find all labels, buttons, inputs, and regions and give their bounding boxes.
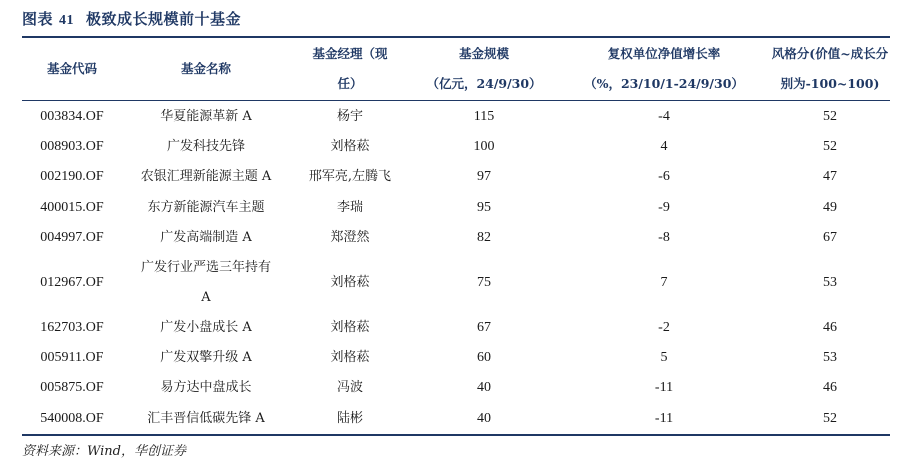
cell-fund-name: 华夏能源革新 A bbox=[160, 109, 252, 125]
cell-nav-growth: -6 bbox=[658, 169, 670, 185]
table-body bbox=[22, 102, 890, 434]
table-row bbox=[22, 343, 890, 373]
cell-fund-name: 农银汇理新能源主题 A bbox=[140, 169, 272, 185]
cell-fund-scale: 100 bbox=[473, 139, 495, 155]
cell-fund-scale: 82 bbox=[477, 229, 491, 245]
cell-style-score: 53 bbox=[823, 274, 837, 290]
table-header-rule bbox=[22, 100, 890, 101]
cell-fund-code: 004997.OF bbox=[40, 229, 104, 245]
cell-fund-manager: 郑澄然 bbox=[330, 229, 370, 245]
cell-style-score: 47 bbox=[823, 169, 837, 185]
table-row bbox=[22, 253, 890, 313]
cell-nav-growth: -2 bbox=[658, 320, 670, 336]
table-bottom-rule bbox=[22, 434, 890, 436]
cell-fund-name: 易方达中盘成长 bbox=[160, 380, 252, 396]
cell-fund-code: 005875.OF bbox=[40, 380, 104, 396]
table-row bbox=[22, 373, 890, 403]
header-nav-growth: 复权单位净值增长率 （%，23/10/1-24/9/30） bbox=[584, 46, 744, 91]
cell-fund-name: 汇丰晋信低碳先锋 A bbox=[147, 410, 265, 426]
cell-fund-manager: 刘格菘 bbox=[330, 274, 370, 290]
cell-fund-scale: 40 bbox=[477, 380, 491, 396]
cell-fund-name: 广发双擎升级 A bbox=[160, 350, 252, 366]
header-fund-code: 基金代码 bbox=[46, 61, 97, 76]
header-style-score: 风格分(价值~成长分 别为-100~100) bbox=[771, 46, 889, 91]
cell-fund-manager: 杨宇 bbox=[336, 109, 363, 125]
cell-nav-growth: -11 bbox=[654, 380, 674, 396]
cell-fund-code: 005911.OF bbox=[40, 350, 104, 366]
cell-style-score: 46 bbox=[823, 380, 837, 396]
cell-fund-code: 003834.OF bbox=[40, 109, 104, 125]
cell-style-score: 52 bbox=[823, 109, 837, 125]
cell-nav-growth: -11 bbox=[654, 410, 674, 426]
cell-fund-code: 012967.OF bbox=[40, 274, 104, 290]
cell-fund-code: 162703.OF bbox=[40, 320, 104, 336]
cell-fund-name: 广发科技先锋 bbox=[166, 139, 245, 155]
cell-fund-name: 广发高端制造 A bbox=[160, 229, 252, 245]
cell-fund-manager: 刘格菘 bbox=[330, 320, 370, 336]
table-row bbox=[22, 193, 890, 223]
table-header bbox=[22, 38, 890, 100]
cell-fund-manager: 冯波 bbox=[336, 380, 363, 396]
cell-fund-name: 东方新能源汽车主题 bbox=[147, 199, 265, 215]
cell-nav-growth: -4 bbox=[658, 109, 670, 125]
cell-style-score: 53 bbox=[823, 350, 837, 366]
figure-title bbox=[22, 8, 241, 29]
cell-fund-manager: 陆彬 bbox=[336, 410, 363, 426]
cell-style-score: 52 bbox=[823, 139, 837, 155]
cell-style-score: 52 bbox=[823, 410, 837, 426]
cell-nav-growth: 5 bbox=[660, 350, 668, 366]
cell-fund-scale: 60 bbox=[477, 350, 491, 366]
cell-fund-manager: 刘格菘 bbox=[330, 350, 370, 366]
cell-fund-manager: 邢军亮,左腾飞 bbox=[308, 169, 392, 185]
cell-fund-scale: 75 bbox=[477, 274, 491, 290]
table-row bbox=[22, 404, 890, 434]
cell-fund-name: 广发行业严选三年持有 A bbox=[140, 259, 271, 305]
cell-fund-scale: 95 bbox=[477, 199, 491, 215]
source-note: 资料来源：Wind，华创证券 bbox=[22, 444, 186, 459]
cell-style-score: 49 bbox=[823, 199, 837, 215]
cell-fund-code: 400015.OF bbox=[40, 199, 104, 215]
cell-fund-code: 008903.OF bbox=[40, 139, 104, 155]
header-fund-name: 基金名称 bbox=[180, 61, 231, 76]
table-row bbox=[22, 162, 890, 192]
cell-style-score: 67 bbox=[823, 229, 837, 245]
cell-style-score: 46 bbox=[823, 320, 837, 336]
cell-fund-scale: 40 bbox=[477, 410, 491, 426]
cell-nav-growth: 4 bbox=[660, 139, 668, 155]
cell-fund-manager: 李瑞 bbox=[336, 199, 363, 215]
table-row bbox=[22, 132, 890, 162]
cell-fund-code: 002190.OF bbox=[40, 169, 104, 185]
cell-nav-growth: 7 bbox=[660, 274, 668, 290]
table-row bbox=[22, 223, 890, 253]
cell-fund-scale: 67 bbox=[477, 320, 491, 336]
figure-label: 图表 bbox=[22, 10, 54, 28]
cell-fund-name: 广发小盘成长 A bbox=[160, 320, 252, 336]
figure-caption: 极致成长规模前十基金 bbox=[86, 10, 242, 28]
table-row bbox=[22, 102, 890, 132]
cell-fund-scale: 97 bbox=[477, 169, 491, 185]
figure-number: 41 bbox=[59, 13, 75, 28]
header-fund-scale: 基金规模 （亿元，24/9/30） bbox=[426, 46, 542, 91]
cell-fund-code: 540008.OF bbox=[40, 410, 104, 426]
cell-nav-growth: -8 bbox=[658, 229, 670, 245]
header-fund-manager: 基金经理（现 任） bbox=[312, 46, 388, 91]
cell-fund-scale: 115 bbox=[473, 109, 495, 125]
cell-fund-manager: 刘格菘 bbox=[330, 139, 370, 155]
table-row bbox=[22, 313, 890, 343]
cell-nav-growth: -9 bbox=[658, 199, 670, 215]
